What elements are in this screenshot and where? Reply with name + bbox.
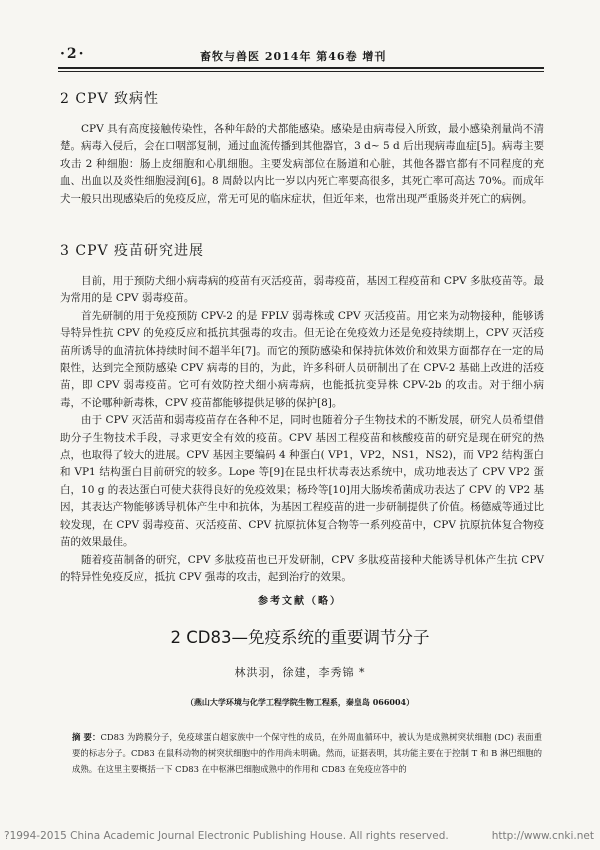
page-footer xyxy=(0,830,600,846)
journal-line: 畜牧与兽医 2014年 第46卷 增刊 xyxy=(200,50,387,63)
page-header xyxy=(60,46,542,66)
article-title: 2 CD83—免疫系统的重要调节分子 xyxy=(170,628,430,647)
article-authors: 林洪羽，徐建，李秀锦 * xyxy=(234,666,366,679)
abstract-text: CD83 为跨膜分子，免疫球蛋白超家族中一个保守性的成员，在外周血循环中，被认为是成熟树突状细胞 (DC) 表面重要的标志分子。CD83 在鼠科动物的树突状细胞中的作用尚未明确。然而，证据表明，其功能主要在于控制 T 和 B 淋巴细胞的成熟。在这里主要概括一下 CD83 在中枢淋巴细胞成熟中的作用和 CD83 在免疫应答中的 xyxy=(72,732,542,774)
page-number: ·2· xyxy=(60,46,86,62)
header-rule xyxy=(58,67,544,69)
section-3-paragraph-4: 随着疫苗制备的研究，CPV 多肽疫苗也已开发研制，CPV 多肽疫苗接种犬能诱导机体产生抗 CPV 的特异性免疫反应，抵抗 CPV 强毒的攻击，起到治疗的效果。 xyxy=(60,553,544,583)
abstract xyxy=(72,729,542,777)
section-3-paragraph-2: 首先研制的用于免疫预防 CPV-2 的是 FPLV 弱毒株或 CPV 灭活疫苗。用它来为动物接种，能够诱导特异性抗 CPV 的免疫反应和抵抗其强毒的攻击。但无论在免疫效力还是免疫持续期上，CPV 灭活疫苗所诱导的血清抗体持续时间不超半年[7]。而它的预防感染和保持抗体效价和效果方面都存在一定的局限性，达到完全预防感染 CPV 病毒的目的，为此，许多科研人员研制出了在 CPV-2 基础上改进的活疫苗，即 CPV 弱毒疫苗。它可有效防控犬细小病毒病，也能抵抗变异株 CPV-2b 的攻击。对于细小病毒，不论哪种新毒株，CPV 疫苗都能够提供足够的保护[8]。 xyxy=(60,309,544,409)
footer-url[interactable]: http://www.cnki.net xyxy=(491,830,594,842)
section-3-paragraph-3: 由于 CPV 灭活苗和弱毒疫苗存在各种不足，同时也随着分子生物技术的不断发展，研究人员希望借助分子生物技术手段，寻求更安全有效的疫苗。CPV 基因工程疫苗和核酸疫苗的研究是现在研究的热点，也取得了较大的进展。CPV 基因主要编码 4 种蛋白( VP1，VP2，NS1，NS2)，而 VP2 结构蛋白和 VP1 结构蛋白目前研究的较多。Lope 等[9]在昆虫杆状毒表达系统中，成功地表达了 CPV VP2 蛋白，10 g 的表达蛋白可使犬获得良好的免疫效果；杨玲等[10]用大肠埃希菌成功表达了 CPV 的 VP2 基因，其表达产物能够诱导机体产生中和抗体，为基因工程疫苗的进一步研制提供了价值。杨德威等通过比较发现，在 CPV 弱毒疫苗、灭活疫苗、CPV 抗原抗体复合物等一系列疫苗中，CPV 抗原抗体复合物疫苗的效果最佳。 xyxy=(60,414,544,549)
article-affiliation: （燕山大学环境与化学工程学院生物工程系，秦皇岛 066004） xyxy=(185,697,415,707)
section-3-heading: 3 CPV 疫苗研究进展 xyxy=(60,243,205,259)
references-heading: 参考文献（略） xyxy=(258,596,342,607)
header-rule-thin xyxy=(58,71,544,72)
copyright-notice: ?1994-2015 China Academic Journal Electronic Publishing House. All rights reserved. xyxy=(4,830,449,842)
section-3-paragraph-1: 目前，用于预防犬细小病毒病的疫苗有灭活疫苗，弱毒疫苗，基因工程疫苗和 CPV 多肽疫苗等。最为常用的是 CPV 弱毒疫苗。 xyxy=(60,275,544,305)
section-2-paragraph: CPV 具有高度接触传染性，各种年龄的犬都能感染。感染是由病毒侵入所致，最小感染剂量尚不清楚。病毒入侵后，会在口咽部复制，通过血流传播到其他器官，3 d~ 5 d 后出现病毒血症[5]。病毒主要攻击 2 种细胞：肠上皮细胞和心肌细胞。主要发病部位在肠道和心脏，其他各器官都有不同程度的充血、出血以及炎性细胞浸润[6]。8 周龄以内比一岁以内死亡率要高很多，其死亡率可高达 70%。而成年犬一般只出现感染后的免疫反应，常无可见的临床症状，但近年来，也常出现严重肠炎并死亡的病例。 xyxy=(60,123,544,205)
section-2-heading: 2 CPV 致病性 xyxy=(60,91,160,107)
section-3-body xyxy=(60,273,544,586)
abstract-label: 摘 要： xyxy=(72,732,101,742)
section-2-body xyxy=(60,121,544,208)
